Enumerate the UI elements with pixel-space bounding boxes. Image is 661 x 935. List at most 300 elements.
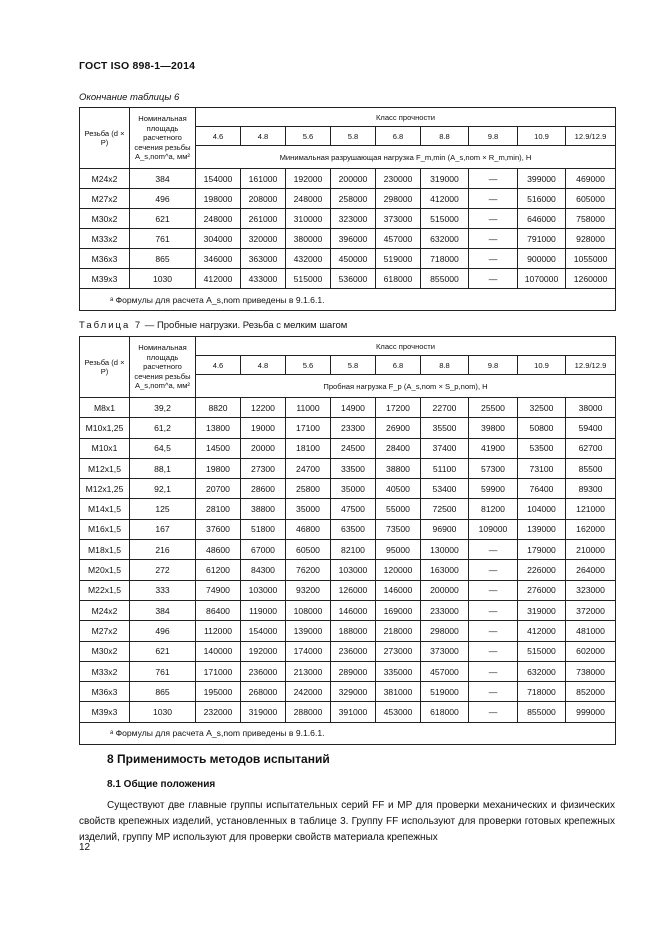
load-cell: 47500 — [331, 499, 376, 519]
load-cell: 89300 — [566, 479, 616, 499]
class-cell: 8.8 — [421, 356, 469, 375]
table-row — [80, 580, 616, 600]
load-cell: 103000 — [241, 580, 286, 600]
area-cell: 761 — [130, 229, 196, 249]
load-cell: 95000 — [376, 540, 421, 560]
load-cell: 86400 — [196, 600, 241, 620]
thread-cell: M12x1,25 — [80, 479, 130, 499]
class-cell: 5.6 — [286, 127, 331, 146]
load-cell: 96900 — [421, 519, 469, 539]
load-cell: 76200 — [286, 560, 331, 580]
load-cell: 208000 — [241, 189, 286, 209]
load-cell: 62700 — [566, 438, 616, 458]
load-cell: 855000 — [518, 702, 566, 722]
load-cell: 59400 — [566, 418, 616, 438]
load-cell: 646000 — [518, 209, 566, 229]
load-cell: 928000 — [566, 229, 616, 249]
load-cell: 363000 — [241, 249, 286, 269]
load-header: Минимальная разрушающая нагрузка F_m,min (A_s,nom × R_m,min), Н — [196, 146, 616, 169]
load-cell: 13800 — [196, 418, 241, 438]
load-cell: 602000 — [566, 641, 616, 661]
load-cell: 298000 — [421, 621, 469, 641]
area-cell: 272 — [130, 560, 196, 580]
load-cell: — — [469, 209, 518, 229]
page-number: 12 — [79, 842, 91, 853]
class-cell: 12.9/12.9 — [566, 127, 616, 146]
load-cell: 17100 — [286, 418, 331, 438]
class-cell: 4.8 — [241, 356, 286, 375]
class-cell: 4.8 — [241, 127, 286, 146]
load-cell: 469000 — [566, 169, 616, 189]
load-cell: 140000 — [196, 641, 241, 661]
area-cell: 761 — [130, 661, 196, 681]
load-cell: 453000 — [376, 702, 421, 722]
load-cell: 82100 — [331, 540, 376, 560]
load-cell: 188000 — [331, 621, 376, 641]
table-row — [80, 560, 616, 580]
load-cell: 84300 — [241, 560, 286, 580]
load-cell: 37600 — [196, 519, 241, 539]
load-cell: 35000 — [331, 479, 376, 499]
area-cell: 92,1 — [130, 479, 196, 499]
load-cell: 50800 — [518, 418, 566, 438]
area-cell: 39,2 — [130, 398, 196, 418]
load-cell: 25800 — [286, 479, 331, 499]
load-cell: 33500 — [331, 458, 376, 478]
load-cell: 53400 — [421, 479, 469, 499]
class-cell: 4.6 — [196, 127, 241, 146]
load-cell: 213000 — [286, 661, 331, 681]
area-cell: 64,5 — [130, 438, 196, 458]
area-header: Номинальная площадь расчетного сечения резьбы A_s,nom^a, мм² — [130, 108, 196, 169]
load-cell: 200000 — [331, 169, 376, 189]
table7-caption-prefix: Таблица 7 — [79, 320, 143, 331]
load-cell: 304000 — [196, 229, 241, 249]
load-cell: 76400 — [518, 479, 566, 499]
load-cell: 163000 — [421, 560, 469, 580]
load-cell: 37400 — [421, 438, 469, 458]
load-cell: 26900 — [376, 418, 421, 438]
subsection-heading: 8.1 Общие положения — [107, 779, 216, 790]
class-cell: 5.8 — [331, 127, 376, 146]
load-cell: 169000 — [376, 600, 421, 620]
area-cell: 61,2 — [130, 418, 196, 438]
table-row — [80, 438, 616, 458]
load-cell: 515000 — [286, 269, 331, 289]
area-cell: 621 — [130, 209, 196, 229]
area-cell: 167 — [130, 519, 196, 539]
load-cell: 24700 — [286, 458, 331, 478]
load-cell: — — [469, 560, 518, 580]
load-cell: 242000 — [286, 682, 331, 702]
load-cell: 28400 — [376, 438, 421, 458]
load-cell: 855000 — [421, 269, 469, 289]
load-cell: 121000 — [566, 499, 616, 519]
load-cell: 288000 — [286, 702, 331, 722]
table7-caption-text: — Пробные нагрузки. Резьба с мелким шагом — [142, 320, 348, 331]
load-cell: 319000 — [241, 702, 286, 722]
load-cell: 230000 — [376, 169, 421, 189]
thread-cell: M12x1,5 — [80, 458, 130, 478]
load-cell: 109000 — [469, 519, 518, 539]
area-cell: 621 — [130, 641, 196, 661]
thread-cell: M22x1,5 — [80, 580, 130, 600]
load-cell: 381000 — [376, 682, 421, 702]
class-cell: 12.9/12.9 — [566, 356, 616, 375]
area-cell: 125 — [130, 499, 196, 519]
load-cell: 900000 — [518, 249, 566, 269]
load-cell: 346000 — [196, 249, 241, 269]
load-cell: 264000 — [566, 560, 616, 580]
load-cell: 41900 — [469, 438, 518, 458]
load-cell: 85500 — [566, 458, 616, 478]
load-cell: — — [469, 229, 518, 249]
load-cell: 192000 — [241, 641, 286, 661]
load-cell: — — [469, 269, 518, 289]
load-cell: 20700 — [196, 479, 241, 499]
section-heading: 8 Применимость методов испытаний — [107, 752, 330, 766]
area-cell: 333 — [130, 580, 196, 600]
load-cell: 718000 — [421, 249, 469, 269]
load-cell: 248000 — [286, 189, 331, 209]
load-cell: 14500 — [196, 438, 241, 458]
load-cell: 108000 — [286, 600, 331, 620]
body-paragraph: Существуют две главные группы испытательных серий FF и MP для проверки механических и физических свойств крепежных изделий, установленных в таблице 3. Группу FF используют для проверки готовых крепежных изделий, группу MP используют для проверки свойств материала крепежных — [79, 800, 615, 843]
load-cell: 162000 — [566, 519, 616, 539]
load-cell: 40500 — [376, 479, 421, 499]
load-cell: 198000 — [196, 189, 241, 209]
load-cell: 38800 — [241, 499, 286, 519]
load-cell: 154000 — [196, 169, 241, 189]
table6-caption: Окончание таблицы 6 — [79, 92, 180, 103]
thread-cell: M30x2 — [80, 641, 130, 661]
table6-footnote: ᵃ Формулы для расчета A_s,nom приведены в 9.1.6.1. — [80, 289, 616, 311]
load-cell: 226000 — [518, 560, 566, 580]
table-row — [80, 499, 616, 519]
load-cell: 258000 — [331, 189, 376, 209]
area-cell: 88,1 — [130, 458, 196, 478]
load-cell: 373000 — [376, 209, 421, 229]
load-cell: 112000 — [196, 621, 241, 641]
load-cell: 373000 — [421, 641, 469, 661]
thread-cell: M39x3 — [80, 269, 130, 289]
load-cell: 8820 — [196, 398, 241, 418]
load-header: Пробная нагрузка F_p (A_s,nom × S_p,nom), Н — [196, 375, 616, 398]
load-cell: 632000 — [518, 661, 566, 681]
class-cell: 9.8 — [469, 356, 518, 375]
table6 — [79, 107, 616, 311]
load-cell: 171000 — [196, 661, 241, 681]
load-cell: 22700 — [421, 398, 469, 418]
table-row — [80, 189, 616, 209]
load-cell: 146000 — [331, 600, 376, 620]
strength-class-header: Класс прочности — [196, 337, 616, 356]
load-cell: 93200 — [286, 580, 331, 600]
load-cell: 618000 — [421, 702, 469, 722]
table-row — [80, 641, 616, 661]
table-row — [80, 229, 616, 249]
thread-cell: M16x1,5 — [80, 519, 130, 539]
thread-cell: M18x1,5 — [80, 540, 130, 560]
table-row — [80, 540, 616, 560]
area-cell: 384 — [130, 169, 196, 189]
load-cell: 192000 — [286, 169, 331, 189]
load-cell: 1260000 — [566, 269, 616, 289]
load-cell: 236000 — [241, 661, 286, 681]
thread-cell: M27x2 — [80, 189, 130, 209]
load-cell: 27300 — [241, 458, 286, 478]
load-cell: 19800 — [196, 458, 241, 478]
load-cell: 51100 — [421, 458, 469, 478]
load-cell: 28600 — [241, 479, 286, 499]
area-cell: 1030 — [130, 269, 196, 289]
load-cell: 335000 — [376, 661, 421, 681]
load-cell: — — [469, 249, 518, 269]
thread-cell: M36x3 — [80, 249, 130, 269]
area-cell: 865 — [130, 249, 196, 269]
load-cell: 1055000 — [566, 249, 616, 269]
load-cell: — — [469, 702, 518, 722]
load-cell: 412000 — [196, 269, 241, 289]
table-row — [80, 458, 616, 478]
table-row — [80, 249, 616, 269]
load-cell: 81200 — [469, 499, 518, 519]
load-cell: 372000 — [566, 600, 616, 620]
load-cell: 632000 — [421, 229, 469, 249]
class-cell: 5.8 — [331, 356, 376, 375]
load-cell: 104000 — [518, 499, 566, 519]
load-cell: 232000 — [196, 702, 241, 722]
thread-cell: M39x3 — [80, 702, 130, 722]
load-cell: 74900 — [196, 580, 241, 600]
load-cell: 319000 — [518, 600, 566, 620]
thread-cell: M24x2 — [80, 169, 130, 189]
load-cell: 329000 — [331, 682, 376, 702]
class-cell: 8.8 — [421, 127, 469, 146]
load-cell: 433000 — [241, 269, 286, 289]
load-cell: 380000 — [286, 229, 331, 249]
load-cell: 261000 — [241, 209, 286, 229]
area-cell: 496 — [130, 189, 196, 209]
thread-cell: M33x2 — [80, 661, 130, 681]
load-cell: 319000 — [421, 169, 469, 189]
load-cell: — — [469, 682, 518, 702]
load-cell: 320000 — [241, 229, 286, 249]
load-cell: 59900 — [469, 479, 518, 499]
load-cell: 718000 — [518, 682, 566, 702]
load-cell: 126000 — [331, 580, 376, 600]
area-cell: 216 — [130, 540, 196, 560]
load-cell: — — [469, 540, 518, 560]
load-cell: 273000 — [376, 641, 421, 661]
load-cell: 55000 — [376, 499, 421, 519]
load-cell: 432000 — [286, 249, 331, 269]
load-cell: 174000 — [286, 641, 331, 661]
load-cell: 17200 — [376, 398, 421, 418]
load-cell: 399000 — [518, 169, 566, 189]
load-cell: 323000 — [331, 209, 376, 229]
load-cell: 310000 — [286, 209, 331, 229]
load-cell: 19000 — [241, 418, 286, 438]
load-cell: 236000 — [331, 641, 376, 661]
thread-cell: M10x1 — [80, 438, 130, 458]
area-cell: 1030 — [130, 702, 196, 722]
load-cell: 130000 — [421, 540, 469, 560]
load-cell: 519000 — [376, 249, 421, 269]
load-cell: 146000 — [376, 580, 421, 600]
load-cell: 53500 — [518, 438, 566, 458]
class-cell: 6.8 — [376, 356, 421, 375]
load-cell: 233000 — [421, 600, 469, 620]
load-cell: 268000 — [241, 682, 286, 702]
table-row — [80, 519, 616, 539]
load-cell: 25500 — [469, 398, 518, 418]
load-cell: 323000 — [566, 580, 616, 600]
document-header: ГОСТ ISO 898-1—2014 — [79, 60, 196, 72]
load-cell: 516000 — [518, 189, 566, 209]
table6-body — [80, 169, 616, 289]
table7-body — [80, 398, 616, 723]
load-cell: 738000 — [566, 661, 616, 681]
load-cell: 412000 — [518, 621, 566, 641]
load-cell: 20000 — [241, 438, 286, 458]
load-cell: 852000 — [566, 682, 616, 702]
load-cell: — — [469, 189, 518, 209]
class-cell: 9.8 — [469, 127, 518, 146]
thread-cell: M33x2 — [80, 229, 130, 249]
load-cell: 450000 — [331, 249, 376, 269]
load-cell: 457000 — [421, 661, 469, 681]
load-cell: 195000 — [196, 682, 241, 702]
class-cell: 5.6 — [286, 356, 331, 375]
load-cell: 248000 — [196, 209, 241, 229]
table-row — [80, 479, 616, 499]
load-cell: 32500 — [518, 398, 566, 418]
load-cell: 120000 — [376, 560, 421, 580]
load-cell: 605000 — [566, 189, 616, 209]
load-cell: 48600 — [196, 540, 241, 560]
load-cell: 61200 — [196, 560, 241, 580]
load-cell: 536000 — [331, 269, 376, 289]
thread-header: Резьба (d × P) — [80, 337, 130, 398]
table-row — [80, 661, 616, 681]
load-cell: 515000 — [421, 209, 469, 229]
load-cell: 63500 — [331, 519, 376, 539]
load-cell: 396000 — [331, 229, 376, 249]
load-cell: 200000 — [421, 580, 469, 600]
load-cell: 119000 — [241, 600, 286, 620]
load-cell: — — [469, 661, 518, 681]
load-cell: 139000 — [518, 519, 566, 539]
table7-footnote: ᵃ Формулы для расчета A_s,nom приведены в 9.1.6.1. — [80, 722, 616, 744]
thread-cell: M27x2 — [80, 621, 130, 641]
table-row — [80, 169, 616, 189]
load-cell: 289000 — [331, 661, 376, 681]
load-cell: 481000 — [566, 621, 616, 641]
load-cell: 457000 — [376, 229, 421, 249]
load-cell: 35000 — [286, 499, 331, 519]
table-row — [80, 621, 616, 641]
load-cell: 14900 — [331, 398, 376, 418]
load-cell: 1070000 — [518, 269, 566, 289]
table-row — [80, 269, 616, 289]
table7 — [79, 336, 616, 745]
load-cell: 758000 — [566, 209, 616, 229]
area-cell: 496 — [130, 621, 196, 641]
load-cell: 161000 — [241, 169, 286, 189]
load-cell: 67000 — [241, 540, 286, 560]
load-cell: 18100 — [286, 438, 331, 458]
thread-cell: M10x1,25 — [80, 418, 130, 438]
thread-header: Резьба (d × P) — [80, 108, 130, 169]
table-row — [80, 600, 616, 620]
load-cell: 210000 — [566, 540, 616, 560]
load-cell: 23300 — [331, 418, 376, 438]
load-cell: 179000 — [518, 540, 566, 560]
load-cell: 791000 — [518, 229, 566, 249]
load-cell: 73500 — [376, 519, 421, 539]
load-cell: 38800 — [376, 458, 421, 478]
class-cell: 6.8 — [376, 127, 421, 146]
table-row — [80, 702, 616, 722]
load-cell: 72500 — [421, 499, 469, 519]
load-cell: 12200 — [241, 398, 286, 418]
thread-cell: M8x1 — [80, 398, 130, 418]
load-cell: 73100 — [518, 458, 566, 478]
load-cell: 28100 — [196, 499, 241, 519]
load-cell: 999000 — [566, 702, 616, 722]
load-cell: — — [469, 621, 518, 641]
load-cell: — — [469, 641, 518, 661]
load-cell: 38000 — [566, 398, 616, 418]
load-cell: 51800 — [241, 519, 286, 539]
load-cell: 60500 — [286, 540, 331, 560]
class-cell: 4.6 — [196, 356, 241, 375]
load-cell: 515000 — [518, 641, 566, 661]
load-cell: 391000 — [331, 702, 376, 722]
strength-class-header: Класс прочности — [196, 108, 616, 127]
load-cell: 24500 — [331, 438, 376, 458]
load-cell: 11000 — [286, 398, 331, 418]
load-cell: 519000 — [421, 682, 469, 702]
load-cell: 276000 — [518, 580, 566, 600]
load-cell: 35500 — [421, 418, 469, 438]
thread-cell: M30x2 — [80, 209, 130, 229]
load-cell: — — [469, 600, 518, 620]
area-cell: 865 — [130, 682, 196, 702]
table-row — [80, 398, 616, 418]
table-row — [80, 209, 616, 229]
class-cell: 10.9 — [518, 127, 566, 146]
table-row — [80, 418, 616, 438]
load-cell: 218000 — [376, 621, 421, 641]
load-cell: 57300 — [469, 458, 518, 478]
thread-cell: M14x1,5 — [80, 499, 130, 519]
thread-cell: M36x3 — [80, 682, 130, 702]
class-cell: 10.9 — [518, 356, 566, 375]
load-cell: 39800 — [469, 418, 518, 438]
load-cell: 618000 — [376, 269, 421, 289]
thread-cell: M24x2 — [80, 600, 130, 620]
load-cell: 46800 — [286, 519, 331, 539]
load-cell: 139000 — [286, 621, 331, 641]
load-cell: 298000 — [376, 189, 421, 209]
load-cell: — — [469, 169, 518, 189]
load-cell: 103000 — [331, 560, 376, 580]
area-header: Номинальная площадь расчетного сечения резьбы A_s,nom^a, мм² — [130, 337, 196, 398]
table-row — [80, 682, 616, 702]
thread-cell: M20x1,5 — [80, 560, 130, 580]
